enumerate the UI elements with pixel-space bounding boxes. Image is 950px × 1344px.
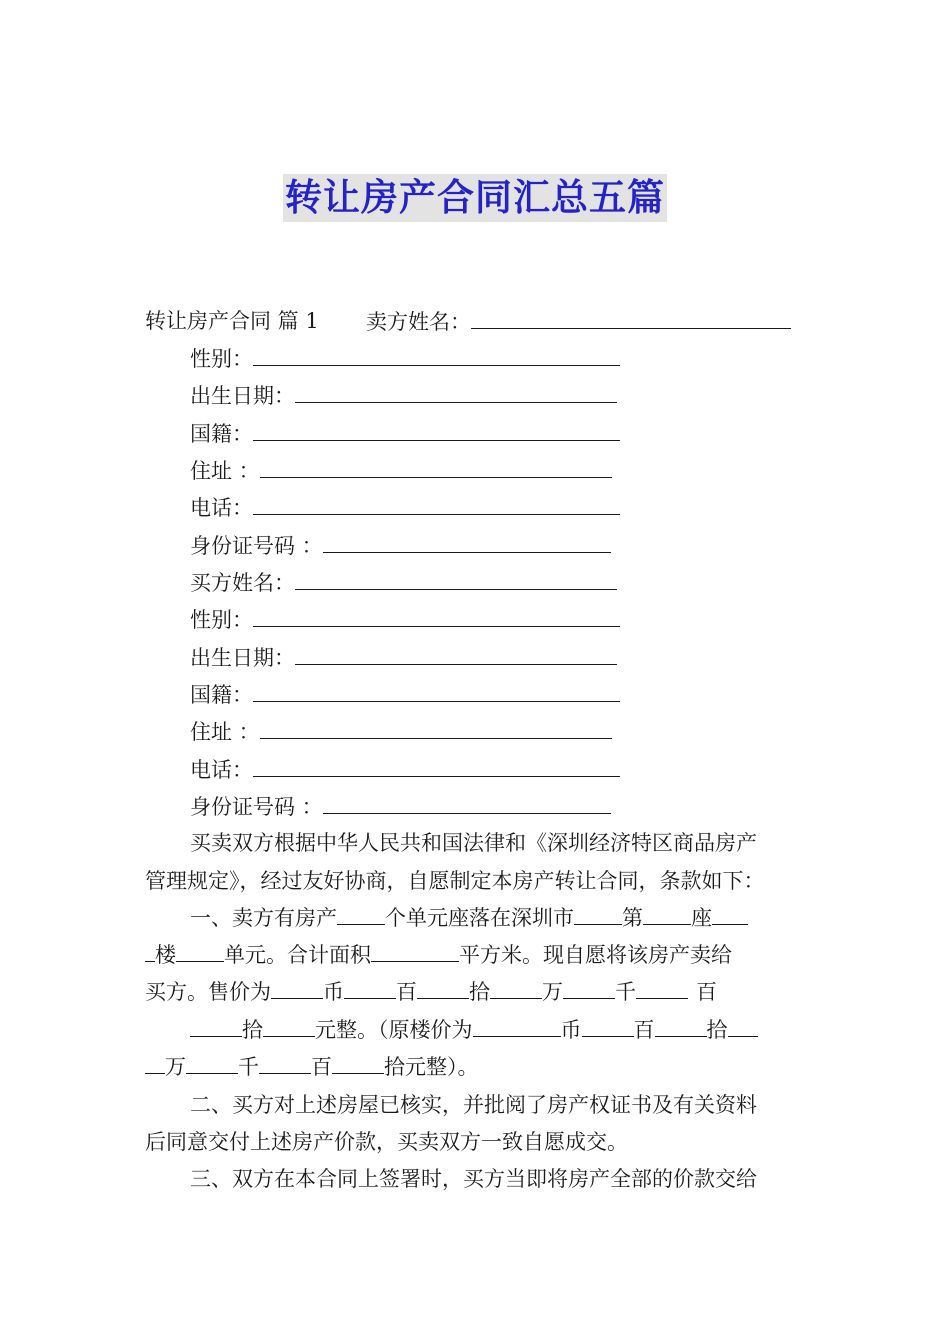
blank (712, 904, 748, 925)
field-blank (260, 455, 612, 478)
seller-nationality-line (190, 418, 620, 449)
paragraph-text: 三、双方在本合同上签署时，买方当即将房产全部的价款交给 (190, 1167, 757, 1191)
clause-text: 买方。售价为 (145, 980, 271, 1004)
clause-text: 个单元座落在深圳市 (385, 906, 574, 930)
clause-text: 拾元整）。 (384, 1055, 479, 1079)
blank (145, 1053, 165, 1074)
field-blank (295, 380, 617, 403)
clause3-line-1 (190, 1164, 757, 1194)
field-label: 电话： (190, 758, 253, 782)
field-label: 买方姓名： (190, 571, 295, 595)
blank (190, 1016, 242, 1037)
blank (337, 904, 385, 925)
field-blank (253, 343, 620, 366)
contract-heading-line (145, 306, 319, 336)
blank (371, 941, 459, 962)
field-label: 性别： (190, 347, 253, 371)
clause-text: 百 (633, 1018, 655, 1042)
clause-text: 拾 (469, 980, 490, 1004)
field-blank (295, 642, 617, 665)
field-label: 出生日期： (190, 646, 295, 670)
blank (473, 1016, 561, 1037)
blank (636, 978, 688, 999)
field-label: 身份证号码 ： (190, 534, 323, 558)
field-blank (253, 679, 620, 702)
clause2-line-1 (190, 1090, 757, 1120)
seller-phone-line (190, 492, 620, 523)
field-label: 身份证号码 ： (190, 795, 323, 819)
buyer-phone-line (190, 754, 620, 785)
blank (643, 904, 691, 925)
paragraph-text: 买卖双方根据中华人民共和国法律和《深圳经济特区商品房产 (190, 831, 757, 855)
paragraph-text: 二、买方对上述房屋已核实，并批阅了房产权证书及有关资料 (190, 1093, 757, 1117)
paragraph-text: 管理规定》，经过友好协商，自愿制定本房产转让合同，条款如下： (145, 869, 765, 893)
buyer-name-line (190, 567, 617, 598)
buyer-gender-line (190, 604, 620, 635)
clause-text: 元整。（原楼价为 (315, 1018, 473, 1042)
blank (582, 1016, 634, 1037)
clause-text: 币 (323, 980, 344, 1004)
seller-gender-line (190, 343, 620, 374)
field-label: 出生日期： (190, 384, 295, 408)
field-label: 住址 ： (190, 459, 260, 483)
clause1-line-1 (190, 903, 748, 933)
field-blank (295, 567, 617, 590)
blank (490, 978, 542, 999)
clause-text: 币 (560, 1018, 582, 1042)
clause-text: 座 (691, 906, 712, 930)
paragraph-text: 后同意交付上述房产价款，买卖双方一致自愿成交。 (145, 1130, 628, 1154)
blank (574, 904, 622, 925)
clause-text: 平方米。现自愿将该房产卖给 (459, 943, 732, 967)
clause-text: 万 (165, 1055, 186, 1079)
document-title: 转让房产合同汇总五篇 (283, 174, 667, 222)
clause-text: 楼 (155, 943, 176, 967)
blank (563, 978, 615, 999)
buyer-nationality-line (190, 679, 620, 710)
blank (259, 1053, 311, 1074)
blank (728, 1016, 758, 1037)
blank (263, 1016, 315, 1037)
field-blank (253, 754, 620, 777)
blank (332, 1053, 384, 1074)
clause-text: 单元。合计面积 (224, 943, 371, 967)
blank (655, 1016, 707, 1037)
seller-id-line (190, 530, 611, 561)
clause-text: 千 (615, 980, 636, 1004)
intro-line-1 (190, 828, 757, 858)
blank (271, 978, 323, 999)
field-label: 国籍： (190, 683, 253, 707)
buyer-birthdate-line (190, 642, 617, 673)
clause-text: 千 (238, 1055, 259, 1079)
clause-text: 百 (696, 980, 717, 1004)
buyer-id-line (190, 791, 611, 822)
clause1-line-4 (190, 1015, 758, 1045)
clause2-line-2 (145, 1127, 628, 1157)
field-blank (260, 716, 612, 739)
seller-name-label: 卖方姓名： (366, 310, 471, 334)
clause-text: 一、卖方有房产 (190, 906, 337, 930)
field-blank (323, 530, 611, 553)
field-label: 国籍： (190, 422, 253, 446)
clause-text: 万 (542, 980, 563, 1004)
field-blank (253, 492, 620, 515)
blank (145, 941, 155, 962)
seller-name-blank (471, 306, 791, 329)
contract-heading: 转让房产合同 篇 1 (145, 309, 319, 333)
intro-line-2 (145, 866, 765, 896)
field-label: 住址 ： (190, 720, 260, 744)
seller-name-line (366, 306, 791, 337)
blank (186, 1053, 238, 1074)
field-label: 电话： (190, 496, 253, 520)
clause-text: 拾 (706, 1018, 728, 1042)
clause-text: 百 (311, 1055, 332, 1079)
clause1-line-5 (145, 1052, 479, 1082)
field-blank (253, 418, 620, 441)
field-label: 性别： (190, 608, 253, 632)
blank (344, 978, 396, 999)
buyer-address-line (190, 716, 612, 747)
field-blank (253, 604, 620, 627)
seller-address-line (190, 455, 612, 486)
clause1-line-3 (145, 977, 717, 1007)
clause-text: 拾 (242, 1018, 263, 1042)
clause-text: 百 (396, 980, 417, 1004)
document-title-wrap (0, 174, 950, 222)
blank (417, 978, 469, 999)
blank (176, 941, 224, 962)
seller-birthdate-line (190, 380, 617, 411)
clause-text: 第 (622, 906, 643, 930)
field-blank (323, 791, 611, 814)
clause1-line-2 (145, 940, 732, 970)
